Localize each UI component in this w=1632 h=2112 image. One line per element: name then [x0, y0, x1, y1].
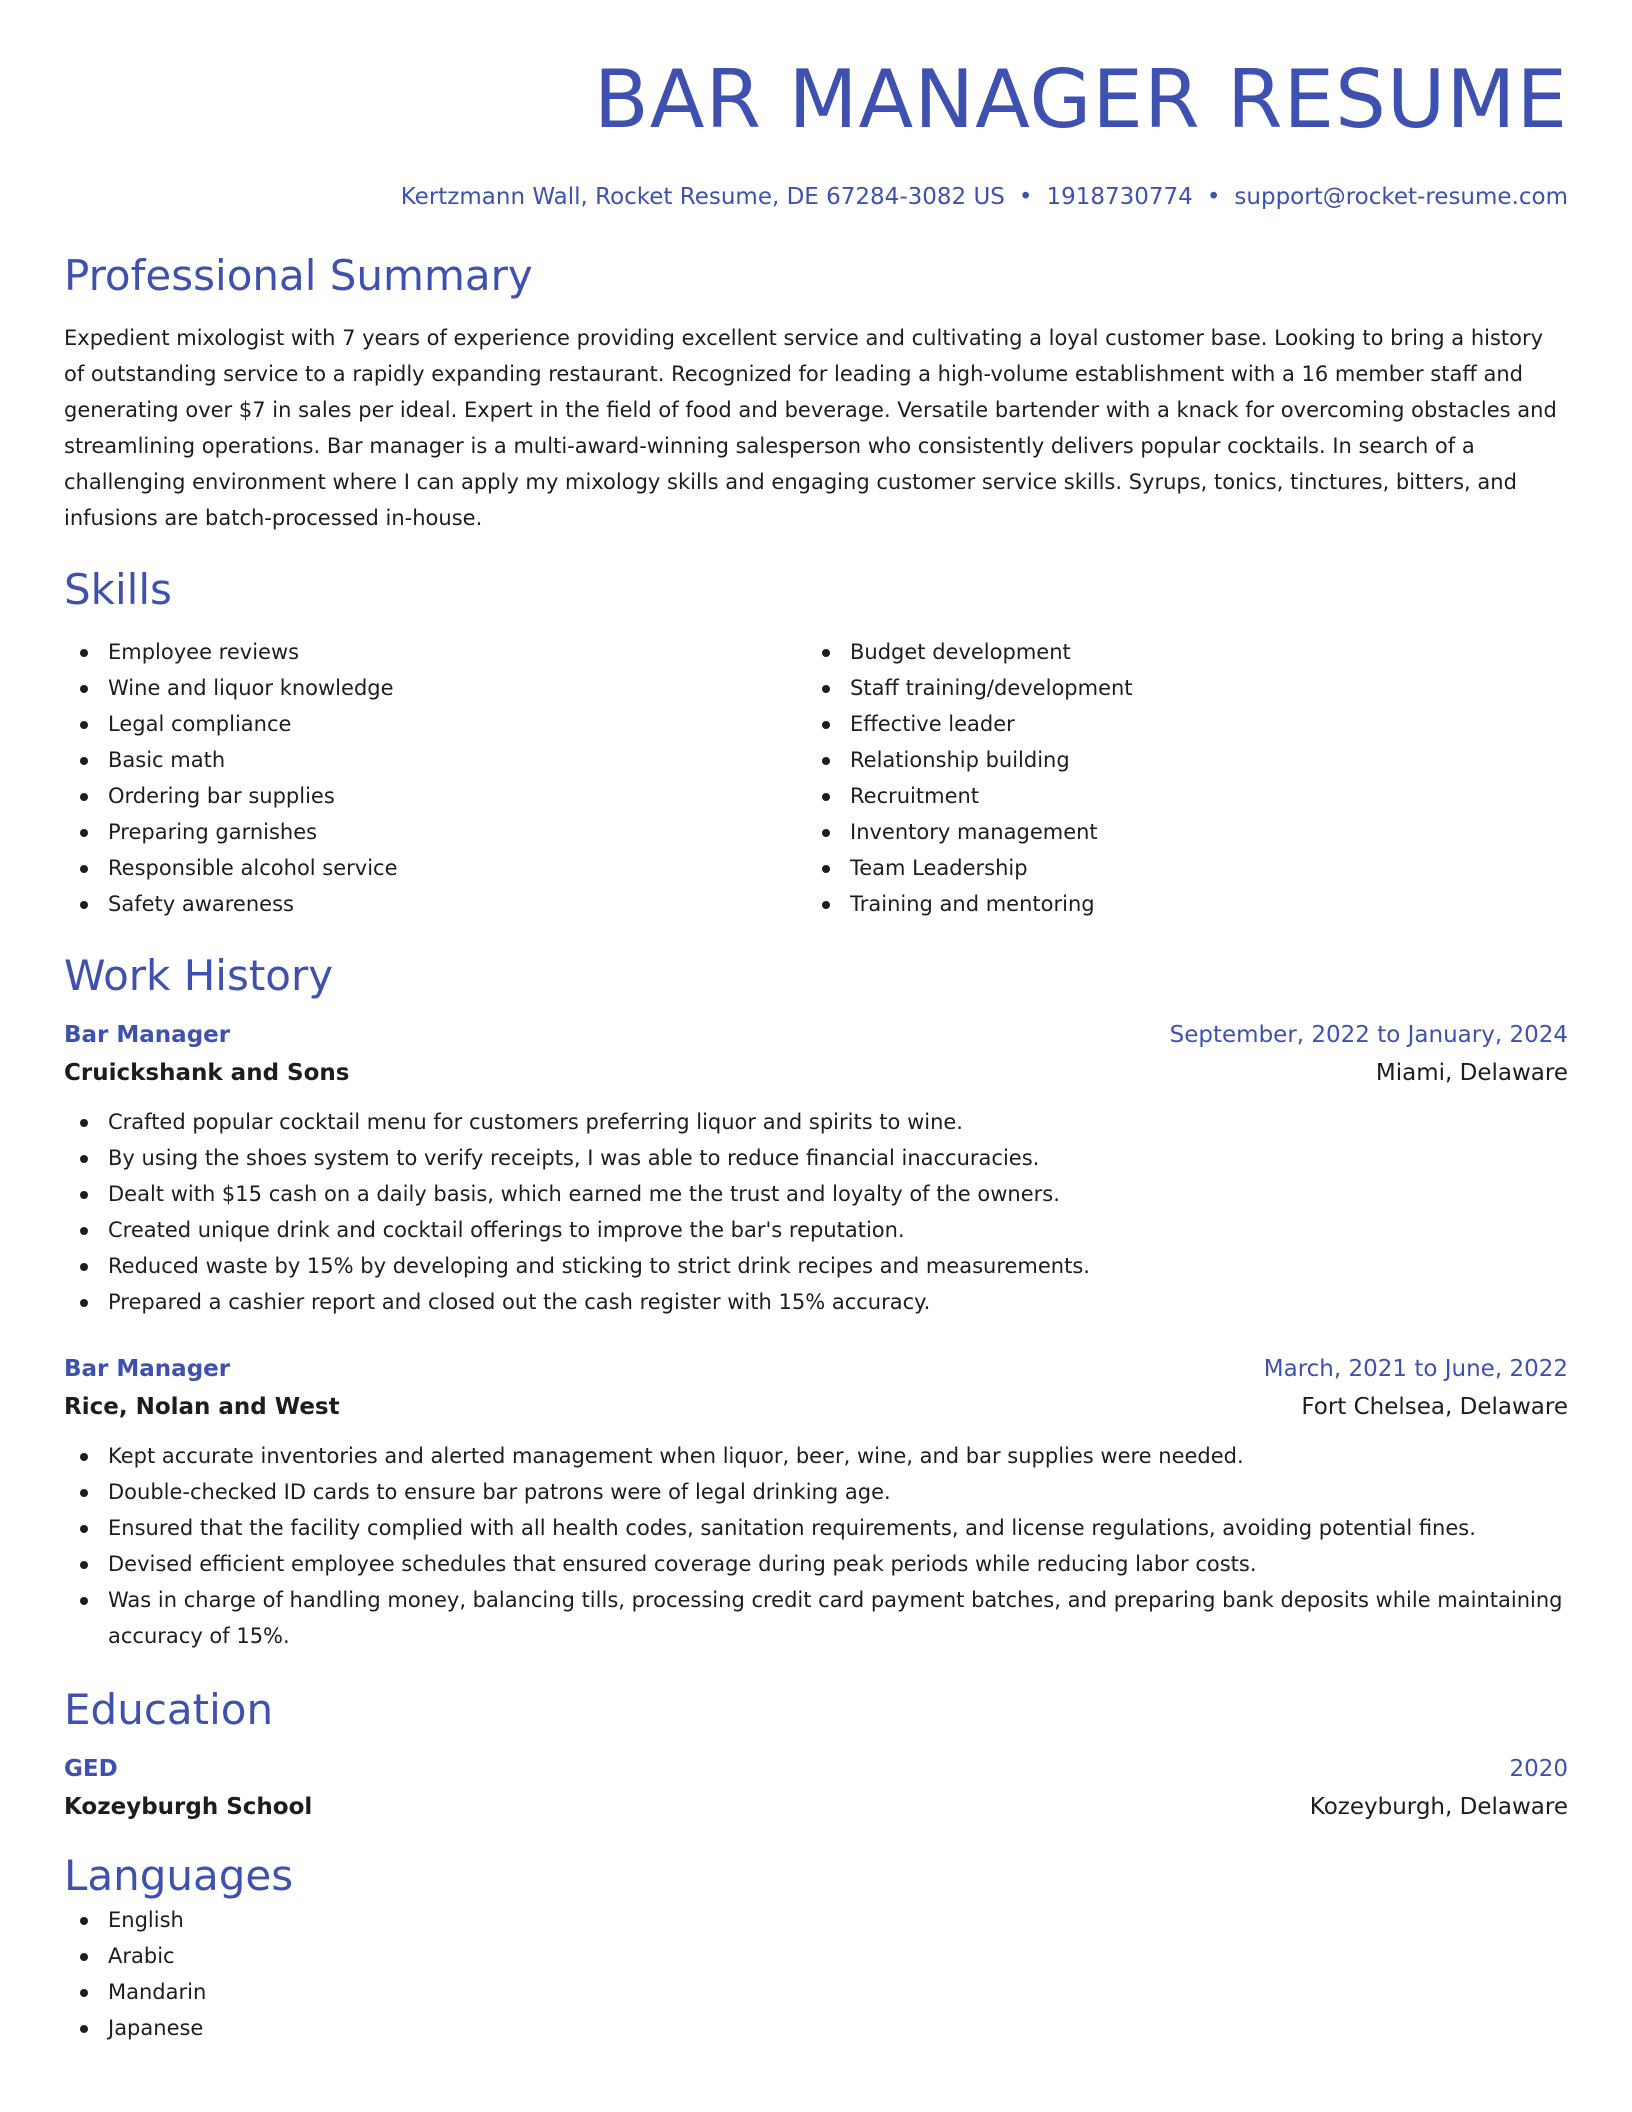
email-address: support@rocket-resume.com — [1234, 184, 1568, 210]
skills-column-right — [806, 634, 1548, 922]
school-location: Kozeyburgh, Delaware — [1309, 1794, 1568, 1820]
job-bullet: Prepared a cashier report and closed out the cash register with 15% accuracy. — [64, 1284, 1568, 1320]
work-history-heading: Work History — [64, 951, 334, 1000]
job-location: Miami, Delaware — [1375, 1060, 1568, 1086]
skill-item: Responsible alcohol service — [64, 850, 806, 886]
job-location: Fort Chelsea, Delaware — [1301, 1394, 1568, 1420]
skills-list-left — [64, 634, 806, 922]
graduation-year: 2020 — [1509, 1756, 1568, 1782]
skill-item: Basic math — [64, 742, 806, 778]
job-company-row — [64, 1054, 1568, 1092]
job-title: Bar Manager — [64, 1356, 231, 1382]
job-bullet: Double-checked ID cards to ensure bar patrons were of legal drinking age. — [64, 1474, 1568, 1510]
language-item: English — [64, 1902, 1568, 1938]
job-bullet: Created unique drink and cocktail offerings to improve the bar's reputation. — [64, 1212, 1568, 1248]
separator-dot: • — [1018, 184, 1033, 210]
job-title: Bar Manager — [64, 1022, 231, 1048]
skill-item: Ordering bar supplies — [64, 778, 806, 814]
job-bullets — [64, 1438, 1568, 1654]
company-name: Rice, Nolan and West — [64, 1394, 340, 1420]
school-name: Kozeyburgh School — [64, 1794, 313, 1820]
job-bullets — [64, 1104, 1568, 1320]
job-bullet: Kept accurate inventories and alerted management when liquor, beer, wine, and bar supplies were needed. — [64, 1438, 1568, 1474]
skill-item: Employee reviews — [64, 634, 806, 670]
job-entry — [64, 1350, 1568, 1654]
degree: GED — [64, 1756, 118, 1782]
address: Kertzmann Wall, Rocket Resume, DE 67284-3082 US — [400, 184, 1005, 210]
education-entry — [64, 1750, 1568, 1826]
education-header-row — [64, 1750, 1568, 1788]
company-name: Cruickshank and Sons — [64, 1060, 350, 1086]
summary-text: Expedient mixologist with 7 years of experience providing excellent service and cultivating a loyal customer base. Looking to bring a history of outstanding service to a rapidly expanding restaurant. Recognized for leading a high-volume establishment with a 16 member staff and generating over $7 in sales per ideal. Expert in the field of food and beverage. Versatile bartender with a knack for overcoming obstacles and streamlining operations. Bar manager is a multi-award-winning salesperson who consistently delivers popular cocktails. In search of a challenging environment where I can apply my mixology skills and engaging customer service skills. Syrups, tonics, tinctures, bitters, and infusions are batch-processed in-house. — [64, 326, 1557, 530]
job-bullet: Devised efficient employee schedules that ensured coverage during peak periods while reducing labor costs. — [64, 1546, 1568, 1582]
languages-list — [64, 1902, 1568, 2046]
job-bullet: Reduced waste by 15% by developing and sticking to strict drink recipes and measurements. — [64, 1248, 1568, 1284]
skills-heading: Skills — [64, 565, 172, 614]
job-bullet: Crafted popular cocktail menu for customers preferring liquor and spirits to wine. — [64, 1104, 1568, 1140]
education-heading: Education — [64, 1685, 274, 1734]
job-bullet: Ensured that the facility complied with all health codes, sanitation requirements, and license regulations, avoiding potential fines. — [64, 1510, 1568, 1546]
job-bullet: By using the shoes system to verify receipts, I was able to reduce financial inaccuracies. — [64, 1140, 1568, 1176]
phone-number: 1918730774 — [1046, 184, 1193, 210]
resume-header — [64, 0, 1568, 212]
skill-item: Staff training/development — [806, 670, 1548, 706]
language-item: Japanese — [64, 2010, 1568, 2046]
skill-item: Preparing garnishes — [64, 814, 806, 850]
separator-dot: • — [1206, 184, 1221, 210]
job-entry — [64, 1016, 1568, 1320]
skills-column-left — [64, 634, 806, 922]
skill-item: Budget development — [806, 634, 1548, 670]
page-title: BAR MANAGER RESUME — [593, 53, 1568, 146]
job-bullet: Dealt with $15 cash on a daily basis, which earned me the trust and loyalty of the owners. — [64, 1176, 1568, 1212]
language-item: Arabic — [64, 1938, 1568, 1974]
skill-item: Wine and liquor knowledge — [64, 670, 806, 706]
language-item: Mandarin — [64, 1974, 1568, 2010]
skill-item: Safety awareness — [64, 886, 806, 922]
skill-item: Training and mentoring — [806, 886, 1548, 922]
job-header-row — [64, 1350, 1568, 1388]
skill-item: Inventory management — [806, 814, 1548, 850]
languages-heading: Languages — [64, 1851, 294, 1900]
skill-item: Relationship building — [806, 742, 1548, 778]
summary-heading: Professional Summary — [64, 251, 533, 300]
job-company-row — [64, 1388, 1568, 1426]
contact-line — [64, 182, 1568, 212]
job-dates: March, 2021 to June, 2022 — [1263, 1356, 1568, 1382]
skill-item: Team Leadership — [806, 850, 1548, 886]
skills-grid — [64, 634, 1568, 922]
skill-item: Recruitment — [806, 778, 1548, 814]
job-header-row — [64, 1016, 1568, 1054]
job-dates: September, 2022 to January, 2024 — [1169, 1022, 1568, 1048]
job-bullet: Was in charge of handling money, balancing tills, processing credit card payment batches, and preparing bank deposits while maintaining accuracy of 15%. — [64, 1582, 1568, 1654]
education-school-row — [64, 1788, 1568, 1826]
skill-item: Legal compliance — [64, 706, 806, 742]
skills-list-right — [806, 634, 1548, 922]
skill-item: Effective leader — [806, 706, 1548, 742]
